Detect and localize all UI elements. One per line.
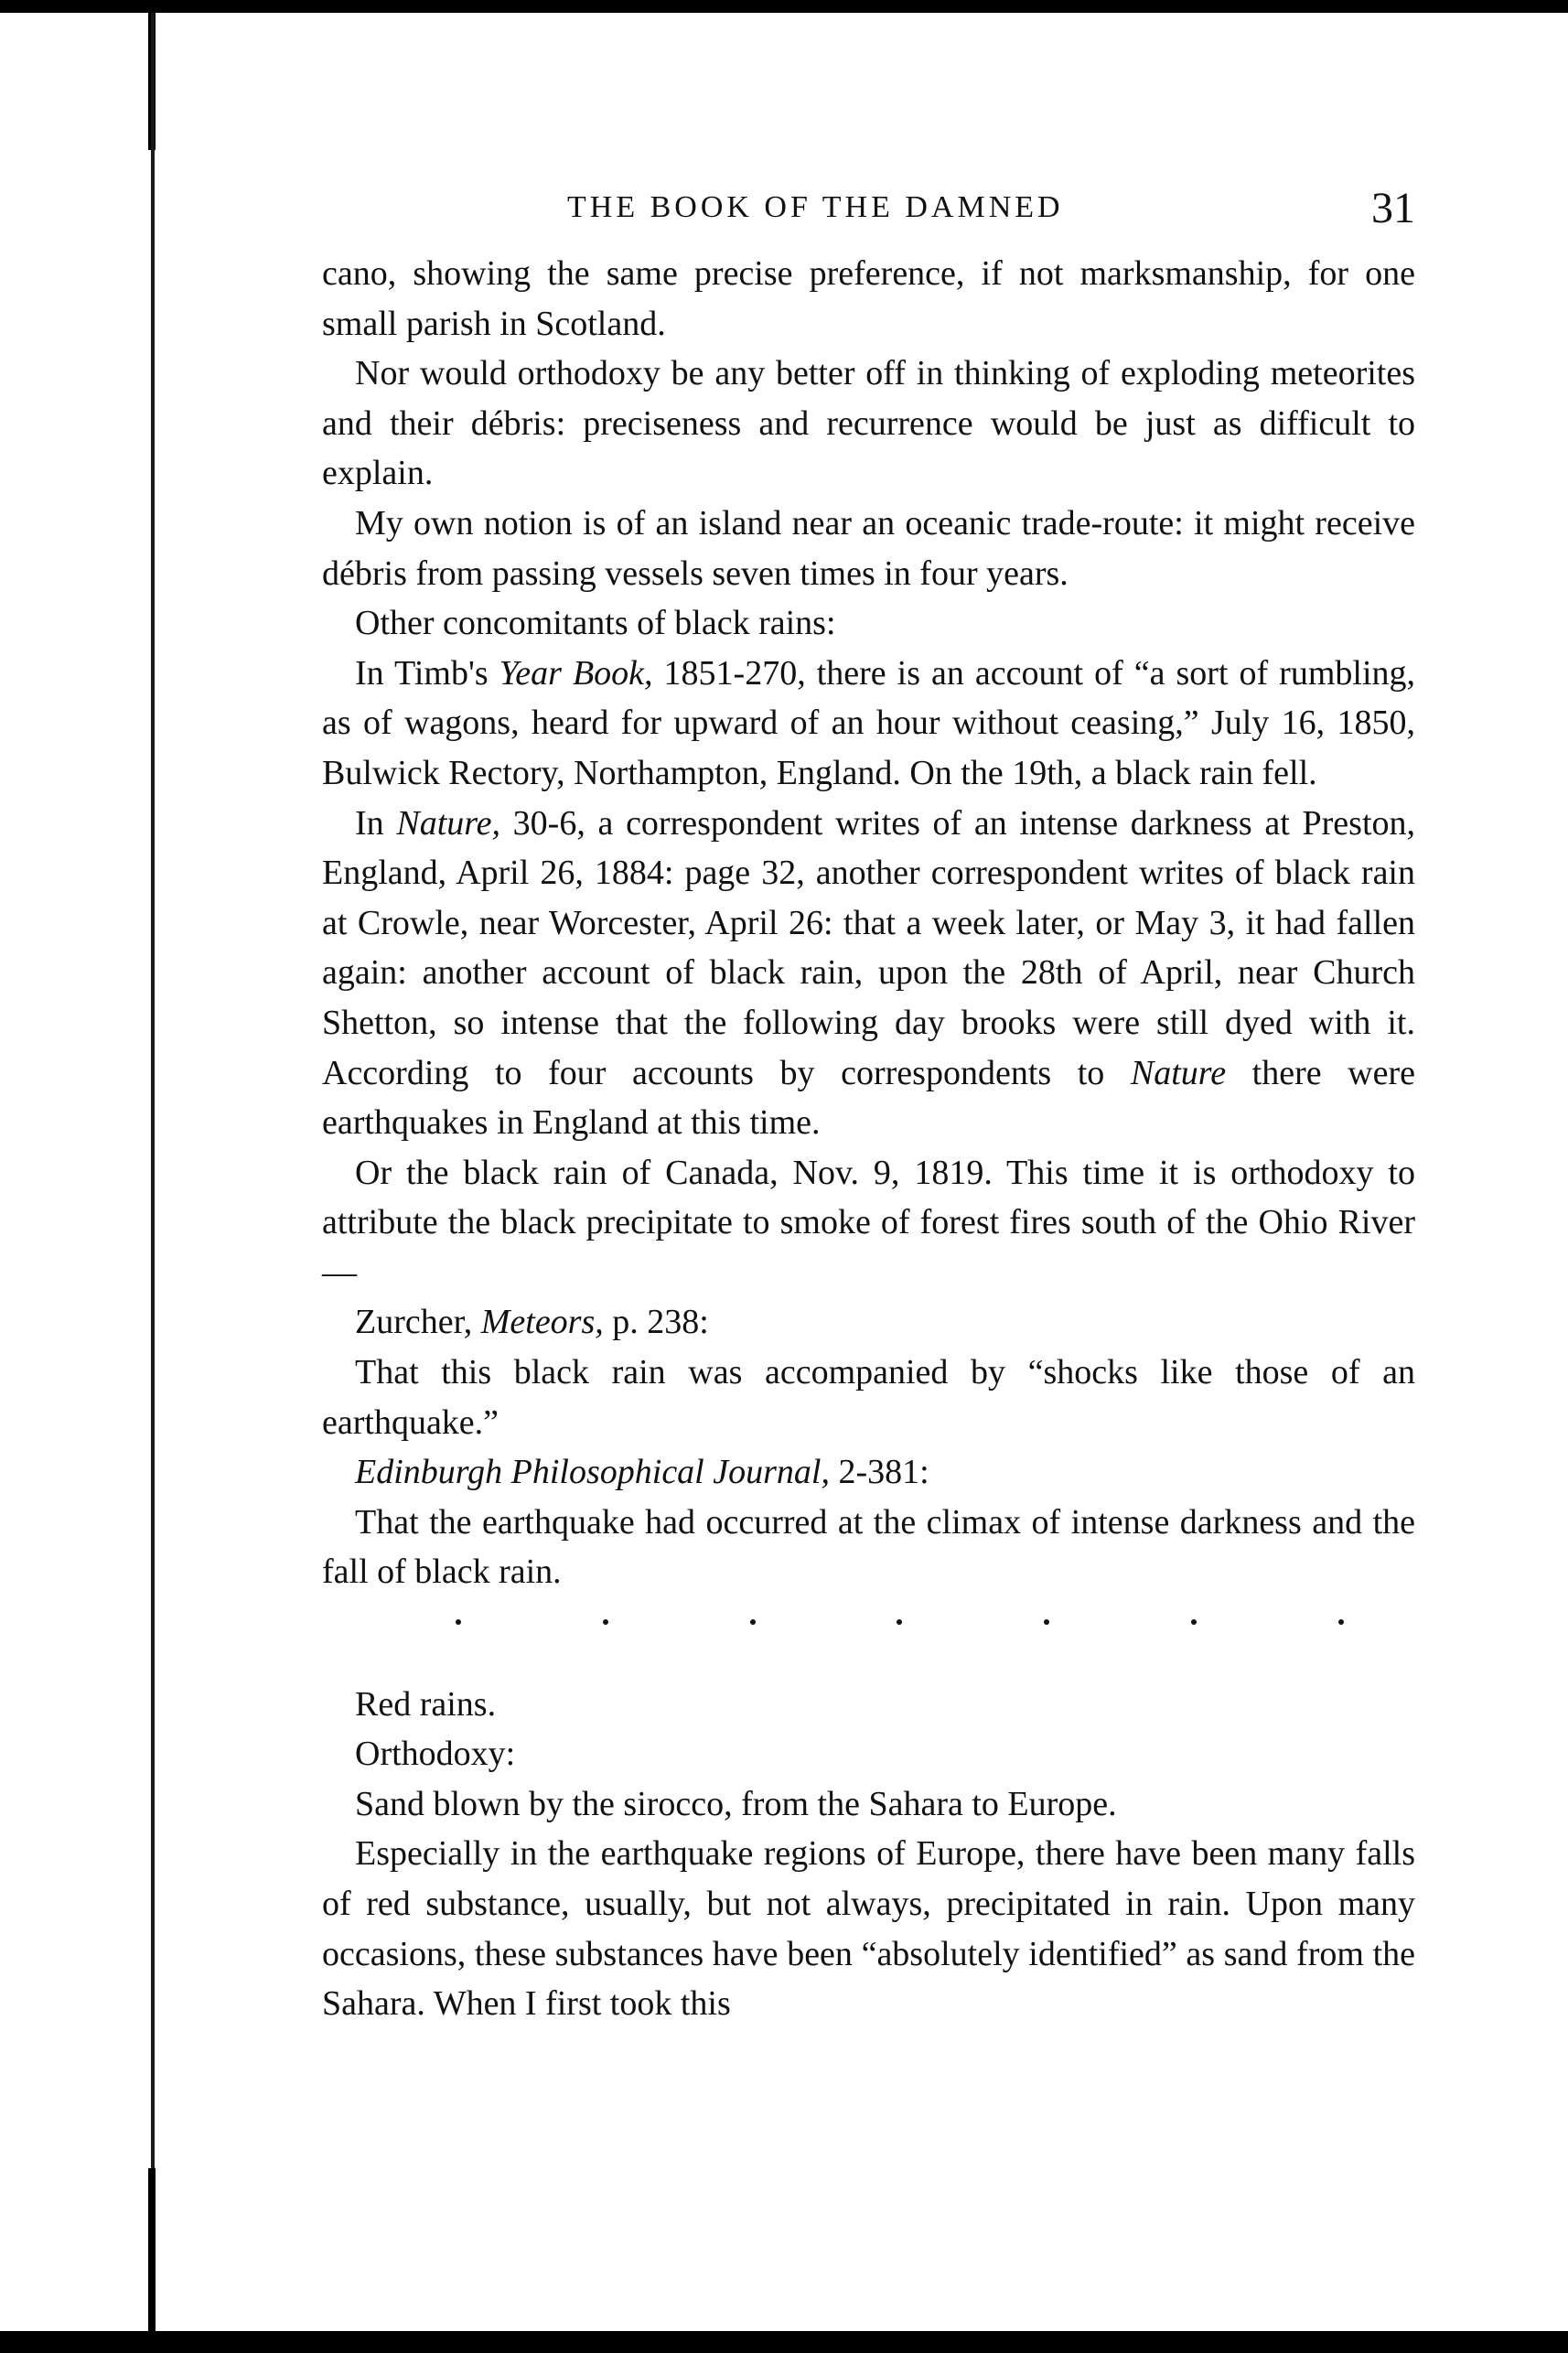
section-separator xyxy=(322,1597,1415,1648)
text-run: Other concomitants of black rains: xyxy=(355,604,836,643)
text-run: there were earthquakes in England at this time. xyxy=(322,1053,1416,1143)
italic-citation: Nature xyxy=(1130,1053,1227,1092)
text-run: 1851-270, there is an account of “a sort of rumbling, as of wagons, heard for upward of an hour without ceasing,” July 16, 1850, Bulwick Rectory, Northampton, England. On the 19th, a black rain fell. xyxy=(322,653,1415,792)
separator-dot xyxy=(750,1619,756,1625)
text-run: Sand blown by the sirocco, from the Sahara to Europe. xyxy=(355,1784,1117,1823)
text-run: p. 238: xyxy=(603,1303,709,1342)
text-run: Zurcher, xyxy=(355,1303,481,1342)
separator-dot xyxy=(1338,1619,1344,1625)
paragraph xyxy=(322,649,1415,799)
text-run: Orthodoxy: xyxy=(355,1735,516,1774)
separator-dot xyxy=(1191,1619,1197,1625)
text-run: Or the black rain of Canada, Nov. 9, 1819. This time it is orthodoxy to attribute the black precipitate to smoke of forest fires south of the Ohio River— xyxy=(322,1153,1415,1292)
text-run: Red rains. xyxy=(355,1684,497,1724)
paragraph xyxy=(322,349,1415,499)
separator-dot xyxy=(1044,1619,1049,1625)
scan-top-border xyxy=(0,0,1568,13)
paragraph xyxy=(322,598,1415,649)
paragraph xyxy=(322,1680,1415,1730)
paragraph xyxy=(322,1729,1415,1779)
paragraph xyxy=(322,499,1415,598)
text-run: In Timb's xyxy=(355,653,499,693)
paragraph xyxy=(322,1297,1415,1348)
text-run: 30-6, a correspondent writes of an intense darkness at Preston, England, April 26, 1884: page 32, another correspondent writes of black rain at Crowle, near Worcester, April 26: that a week later, or May 3, it had fallen again: another account of black rain, upon the 28th of April, near Church Shetton, so intense that the following day brooks were still dyed with it. According to four accounts by correspondents to xyxy=(322,803,1416,1092)
text-run: Nor would orthodoxy be any better off in thinking of exploding meteorites and their débris: preciseness and recurrence would be just as difficult to explain. xyxy=(322,354,1415,493)
paragraph xyxy=(322,1779,1415,1830)
body-text xyxy=(322,249,1415,2029)
text-run: In xyxy=(355,803,397,843)
separator-dot xyxy=(456,1619,461,1625)
paragraph xyxy=(322,1148,1415,1298)
paragraph xyxy=(322,1447,1415,1498)
text-run: Especially in the earthquake regions of Europe, there have been many falls of red substance, usually, but not always, precipitated in rain. Upon many occasions, these substances have been “absolutely identified” as sand from the Sahara. When I first took this xyxy=(322,1834,1415,2024)
binding-edge xyxy=(151,13,155,2331)
binding-edge-bottom xyxy=(148,2168,156,2331)
separator-dot xyxy=(897,1619,902,1625)
paragraph xyxy=(322,1829,1415,2028)
italic-citation: Meteors, xyxy=(480,1303,604,1342)
paragraph xyxy=(322,1348,1415,1447)
text-run: 2-381: xyxy=(829,1453,929,1492)
scan-bottom-border xyxy=(0,2331,1568,2353)
paragraph xyxy=(322,249,1415,349)
paragraph xyxy=(322,799,1415,1148)
text-run: My own notion is of an island near an oceanic trade-route: it might receive débris from passing vessels seven times in four years. xyxy=(322,503,1415,593)
italic-citation: Nature, xyxy=(396,803,500,843)
italic-citation: Year Book, xyxy=(499,653,653,693)
page-header xyxy=(322,183,1415,238)
text-run: That the earthquake had occurred at the climax of intense darkness and the fall of black rain. xyxy=(322,1502,1415,1592)
page-number: 31 xyxy=(1371,184,1415,232)
paragraph xyxy=(322,1498,1415,1597)
running-head: THE BOOK OF THE DAMNED xyxy=(567,190,1064,224)
separator-dot xyxy=(603,1619,608,1625)
italic-citation: Edinburgh Philosophical Journal, xyxy=(355,1453,830,1492)
text-run: cano, showing the same precise preference, if not marksmanship, for one small parish in Scotland. xyxy=(322,254,1415,343)
text-run: That this black rain was accompanied by “shocks like those of an earthquake.” xyxy=(322,1353,1415,1442)
